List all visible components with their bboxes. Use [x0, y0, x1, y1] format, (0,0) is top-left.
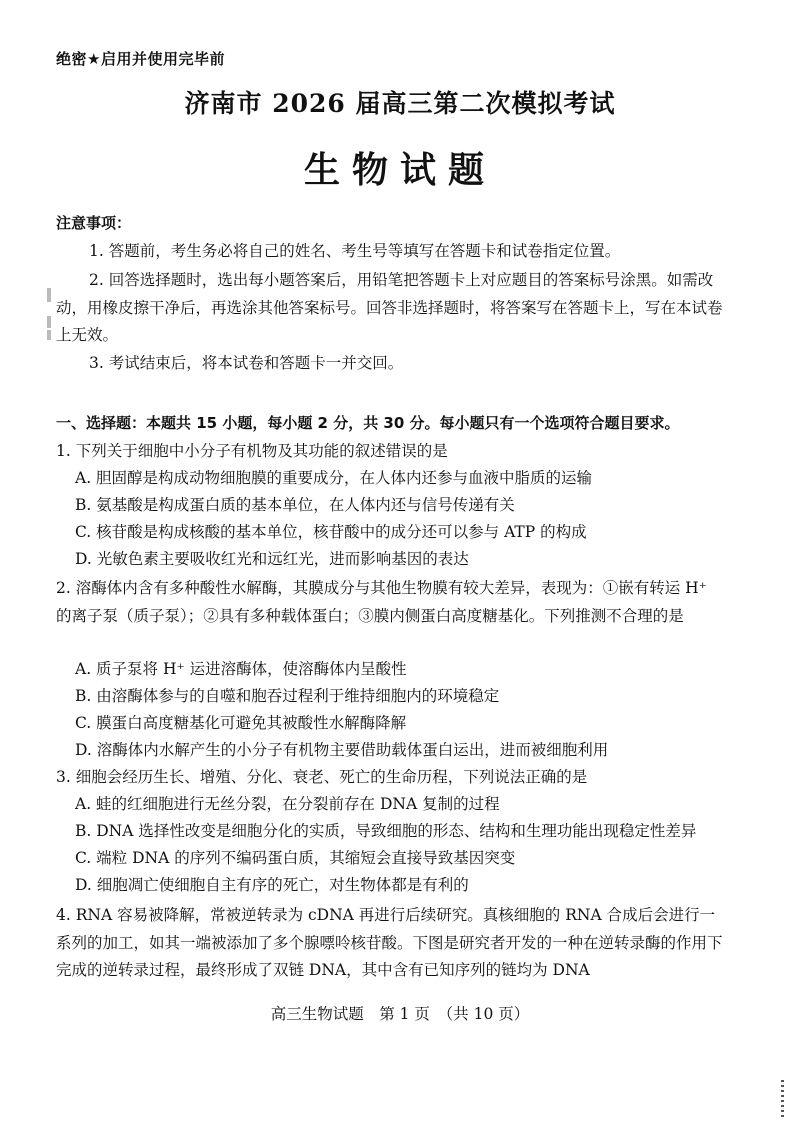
page-footer: 高三生物试题 第 1 页 （共 10 页）	[270, 1005, 530, 1023]
question-stem: 3. 细胞会经历生长、增殖、分化、衰老、死亡的生命历程，下列说法正确的是	[56, 768, 588, 786]
scan-margin-mark	[47, 316, 51, 328]
scan-artifact	[781, 1080, 784, 1120]
scan-margin-mark	[47, 330, 51, 340]
question-option: B. 氨基酸是构成蛋白质的基本单位，在人体内还与信号传递有关	[75, 496, 515, 514]
question-option: C. 膜蛋白高度糖基化可避免其被酸性水解酶降解	[75, 714, 407, 732]
subject-title: 生物试题	[303, 150, 496, 191]
confidential-label: 绝密★启用并使用完毕前	[56, 50, 225, 68]
question-option: B. 由溶酶体参与的自噬和胞吞过程利于维持细胞内的环境稳定	[75, 687, 500, 705]
scan-margin-mark	[47, 288, 51, 302]
note-item: 2. 回答选择题时，选出每小题答案后，用铅笔把答题卡上对应题目的答案标号涂黑。如需改动，用橡皮擦干净后，再选涂其他答案标号。回答非选择题时，将答案写在答题卡上，写在本试卷上无效。	[56, 271, 723, 344]
note-item: 3. 考试结束后，将本试卷和答题卡一并交回。	[89, 354, 404, 372]
question-option: D. 溶酶体内水解产生的小分子有机物主要借助载体蛋白运出，进而被细胞利用	[75, 741, 609, 759]
question-option: C. 端粒 DNA 的序列不编码蛋白质，其缩短会直接导致基因突变	[75, 849, 516, 867]
question-option: B. DNA 选择性改变是细胞分化的实质，导致细胞的形态、结构和生理功能出现稳定性差异	[75, 822, 697, 840]
section-heading: 一、选择题：本题共 15 小题，每小题 2 分，共 30 分。每小题只有一个选项符合题目要求。	[56, 414, 680, 432]
question-option: A. 蛙的红细胞进行无丝分裂，在分裂前存在 DNA 复制的过程	[75, 795, 500, 813]
question-stem: 2. 溶酶体内含有多种酸性水解酶，其膜成分与其他生物膜有较大差异，表现为：①嵌有转运 H⁺ 的离子泵（质子泵）；②具有多种载体蛋白；③膜内侧蛋白高度糖基化。下列推测不合理的是	[56, 579, 707, 625]
question-option: A. 质子泵将 H⁺ 运进溶酶体，使溶酶体内呈酸性	[75, 660, 407, 678]
question-option: A. 胆固醇是构成动物细胞膜的重要成分，在人体内还参与血液中脂质的运输	[75, 469, 593, 487]
question-stem: 1. 下列关于细胞中小分子有机物及其功能的叙述错误的是	[56, 442, 448, 460]
question-stem: 4. RNA 容易被降解，常被逆转录为 cDNA 再进行后续研究。真核细胞的 RNA 合成后会进行一系列的加工，如其一端被添加了多个腺嘌呤核苷酸。下图是研究者开发的一种在逆转录酶的作用下完成的逆转录过程，最终形成了双链 DNA，其中含有已知序列的链均为 DNA	[56, 906, 723, 979]
note-item: 1. 答题前，考生务必将自己的姓名、考生号等填写在答题卡和试卷指定位置。	[89, 242, 621, 260]
exam-title: 济南市 2026 届高三第二次模拟考试	[184, 89, 616, 118]
notes-title: 注意事项：	[56, 214, 132, 232]
question-option: D. 光敏色素主要吸收红光和远红光，进而影响基因的表达	[75, 550, 469, 568]
question-option: C. 核苷酸是构成核酸的基本单位，核苷酸中的成分还可以参与 ATP 的构成	[75, 523, 587, 541]
question-option: D. 细胞凋亡使细胞自主有序的死亡，对生物体都是有利的	[75, 876, 469, 894]
